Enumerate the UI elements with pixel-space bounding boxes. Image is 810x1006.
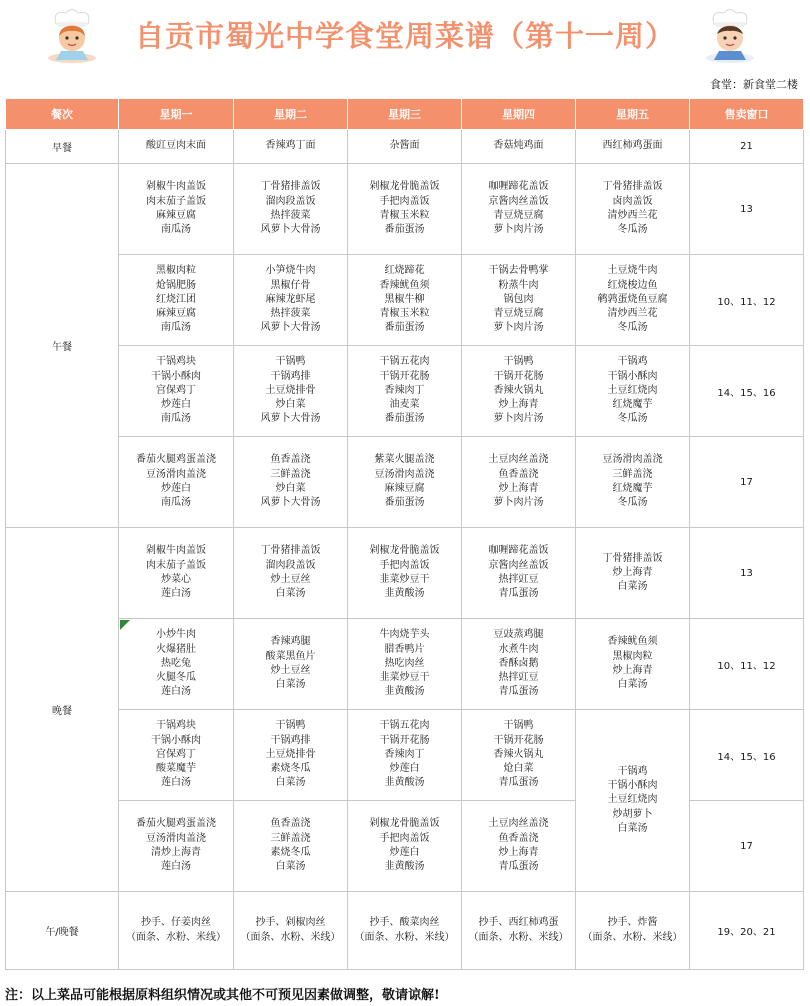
dish-item: 萝卜肉片汤 — [493, 413, 544, 425]
dish-item: 香辣鱿鱼须 — [379, 279, 430, 291]
column-header-window: 售卖窗口 — [690, 99, 804, 130]
menu-row — [6, 619, 804, 710]
dish-item: 韭黄酸汤 — [384, 861, 425, 873]
dish-item: 炒上海青 — [498, 483, 539, 494]
dish-item: 小笋烧牛肉 — [265, 265, 316, 277]
footnote: 注：以上菜品可能根据原料组织情况或其他不可预见因素做调整，敬请谅解! — [5, 988, 440, 1003]
dish-item: 土豆红烧肉 — [607, 384, 658, 396]
dish-item: 素烧冬瓜 — [270, 847, 311, 858]
sales-window: 10、11、12 — [690, 255, 804, 346]
column-header-monday: 星期一 — [119, 99, 234, 130]
sales-window: 13 — [690, 164, 804, 255]
dish-item: 清炒上海青 — [151, 847, 201, 858]
dish-item: 火爆猪肚 — [156, 643, 196, 655]
dish-item: 抄手、仔姜肉丝 — [141, 917, 211, 929]
dish-item: 宫保鸡丁 — [156, 748, 196, 760]
dish-item: 卤肉盖饭 — [612, 195, 653, 207]
dish-item: 白菜汤 — [275, 861, 306, 873]
dish-item: （面条、水粉、米线） — [582, 931, 683, 943]
dish-cell-wednesday — [348, 528, 462, 619]
dish-item: 炒胡萝卜 — [612, 808, 653, 820]
dish-cell-wednesday — [348, 130, 462, 164]
dish-item: 青瓜蛋汤 — [498, 777, 539, 789]
dish-item: 三鲜盖浇 — [270, 832, 311, 844]
dish-cell-tuesday — [234, 619, 348, 710]
dish-item: 干锅小酥肉 — [607, 780, 658, 792]
dish-cell-friday — [576, 892, 690, 970]
dish-cell-friday — [576, 619, 690, 710]
dish-item: 手把肉盖饭 — [379, 832, 430, 844]
dish-cell-monday — [119, 437, 234, 528]
dish-item: 热拌豇豆 — [498, 672, 539, 684]
dish-item: 清炒西兰花 — [607, 210, 658, 221]
dish-item: 热吃肉丝 — [384, 657, 425, 669]
dish-item: 鹌鹑蛋烧鱼豆腐 — [597, 293, 668, 305]
dish-cell-tuesday — [234, 710, 348, 801]
dish-cell-thursday — [462, 437, 576, 528]
dish-item: 黑椒肉粒 — [612, 650, 653, 662]
dish-item: 火腿冬瓜 — [156, 672, 196, 684]
dish-item: 宫保鸡丁 — [156, 384, 196, 396]
dish-item: （面条、水粉、米线） — [468, 931, 569, 943]
dish-cell-tuesday — [234, 164, 348, 255]
sales-window: 17 — [690, 801, 804, 892]
dish-item: 小炒牛肉 — [156, 629, 196, 641]
dish-item: 炒白菜 — [275, 399, 306, 411]
dish-item: 炒上海青 — [612, 566, 653, 578]
dish-item: 炒莲白 — [389, 847, 420, 858]
dish-item: 风萝卜大骨汤 — [260, 224, 321, 236]
dish-item: 冬瓜汤 — [617, 322, 648, 334]
dish-cell-wednesday — [348, 255, 462, 346]
dish-item: 干锅鸡 — [617, 356, 648, 368]
dish-cell-thursday — [462, 710, 576, 801]
menu-body — [6, 130, 804, 970]
dish-cell-tuesday — [234, 892, 348, 970]
menu-row — [6, 437, 804, 528]
dish-item: 西红柿鸡蛋面 — [602, 140, 663, 152]
dish-item: 萝卜肉片汤 — [493, 224, 544, 236]
dish-item: 韭黄酸汤 — [384, 686, 425, 698]
dish-item: 抄手、炸酱 — [607, 917, 658, 929]
dish-item: 土豆烧排骨 — [265, 748, 316, 760]
dish-item: 鱼香盖浇 — [498, 832, 539, 844]
meal-label: 晚餐 — [6, 528, 119, 892]
dish-item: 咖喱蹄花盖饭 — [488, 545, 549, 557]
menu-row — [6, 892, 804, 970]
sales-window: 10、11、12 — [690, 619, 804, 710]
dish-item: 冬瓜汤 — [617, 413, 648, 425]
dish-item: 土豆肉丝盖浇 — [488, 818, 549, 830]
dish-item: 南瓜汤 — [161, 413, 191, 425]
dish-cell-thursday — [462, 130, 576, 164]
dish-item: 剁椒龙骨脆盖饭 — [369, 545, 440, 557]
dish-item: 豆豉蒸鸡腿 — [493, 629, 544, 641]
dish-item: 肉末茄子盖饭 — [146, 195, 206, 207]
dish-item: （面条、水粉、米线） — [240, 931, 341, 943]
dish-item: 萝卜肉片汤 — [493, 497, 544, 509]
dish-cell-monday — [119, 892, 234, 970]
dish-cell-thursday — [462, 801, 576, 892]
dish-item: 土豆肉丝盖浇 — [488, 454, 549, 466]
dish-item: 鱼香盖浇 — [498, 468, 539, 480]
dish-item: 南瓜汤 — [161, 224, 191, 236]
dish-item: 水煮牛肉 — [498, 643, 539, 655]
dish-item: 白菜汤 — [617, 822, 648, 834]
dish-item: 丁骨猪排盖饭 — [260, 181, 321, 193]
column-header-meal: 餐次 — [6, 99, 119, 130]
dish-cell-monday — [119, 710, 234, 801]
dish-item: 溜肉段盖饭 — [265, 559, 316, 571]
sales-window: 14、15、16 — [690, 710, 804, 801]
dish-item: 青椒玉米粒 — [379, 308, 430, 320]
dish-item: 鱼香盖浇 — [270, 454, 311, 466]
dish-cell-monday — [119, 164, 234, 255]
dish-item: 番茄蛋汤 — [384, 322, 425, 334]
dish-item: 冬瓜汤 — [617, 224, 648, 236]
dish-item: 干锅小酥肉 — [607, 370, 658, 382]
dish-item: 丁骨猪排盖饭 — [602, 181, 663, 193]
dish-item: 牛肉烧芋头 — [379, 629, 430, 641]
dish-item: 香辣鱿鱼须 — [607, 636, 658, 648]
dish-cell-wednesday — [348, 892, 462, 970]
dish-item: 油麦菜 — [389, 399, 420, 411]
dish-item: 热拌菠菜 — [270, 210, 311, 221]
dish-item: 白菜汤 — [617, 679, 648, 691]
dish-cell-tuesday — [234, 528, 348, 619]
dish-item: 热吃兔 — [161, 657, 191, 669]
dish-cell-thursday — [462, 892, 576, 970]
dish-item: 剁椒牛肉盖饭 — [146, 181, 206, 193]
dish-item: 番茄火腿鸡蛋盖浇 — [136, 454, 216, 466]
dish-item: 素烧冬瓜 — [270, 763, 311, 775]
dish-item: 鱼香盖浇 — [270, 818, 311, 830]
dish-cell-thursday — [462, 619, 576, 710]
dish-item: 白菜汤 — [275, 588, 306, 600]
dish-cell-monday — [119, 801, 234, 892]
meal-label: 午餐 — [6, 164, 119, 528]
dish-item: 黑椒肉粒 — [156, 265, 196, 277]
dish-item: 炒上海青 — [612, 665, 653, 676]
sales-window: 14、15、16 — [690, 346, 804, 437]
dish-item: 剁椒龙骨脆盖饭 — [369, 818, 440, 830]
dish-cell-wednesday — [348, 437, 462, 528]
dish-item: 风萝卜大骨汤 — [260, 322, 321, 334]
dish-item: 香辣鸡腿 — [270, 636, 311, 648]
dish-item: 风萝卜大骨汤 — [260, 413, 321, 425]
canteen-location: 食堂：新食堂二楼 — [710, 78, 798, 91]
dish-item: 炒土豆丝 — [270, 665, 311, 676]
dish-cell-monday — [119, 619, 234, 710]
dish-item: 豆汤滑肉盖浇 — [602, 454, 663, 466]
dish-item: 炒莲白 — [389, 763, 420, 775]
dish-cell-tuesday — [234, 801, 348, 892]
dish-cell-thursday — [462, 164, 576, 255]
dish-item: （面条、水粉、米线） — [354, 931, 455, 943]
dish-cell-monday — [119, 255, 234, 346]
dish-item: 抄手、剁椒肉丝 — [255, 917, 326, 929]
dish-item: 抄手、酸菜肉丝 — [369, 917, 440, 929]
dish-item: 莲白汤 — [161, 686, 191, 698]
dish-item: 杂酱面 — [389, 140, 420, 152]
dish-item: 炒莲白 — [161, 399, 191, 411]
dish-item: 干锅五花肉 — [379, 720, 430, 732]
dish-item: 热拌豇豆 — [498, 574, 539, 585]
dish-item: 冬瓜汤 — [617, 497, 648, 509]
column-header-tuesday: 星期二 — [234, 99, 348, 130]
dish-item: 香辣肉丁 — [384, 384, 425, 396]
dish-item: 香菇炖鸡面 — [493, 140, 544, 152]
cell-marker-icon — [120, 620, 130, 630]
dish-item: 干锅五花肉 — [379, 356, 430, 368]
dish-item: 京酱肉丝盖饭 — [488, 559, 549, 571]
dish-item: 麻辣豆腐 — [156, 210, 196, 221]
sales-window: 21 — [690, 130, 804, 164]
sales-window: 19、20、21 — [690, 892, 804, 970]
dish-item: 青豆烧豆腐 — [493, 308, 544, 320]
dish-item: 干锅鸭 — [503, 356, 534, 368]
dish-item: 土豆烧牛肉 — [607, 265, 658, 277]
dish-item: 炝白菜 — [503, 763, 534, 775]
dish-item: 青瓜蛋汤 — [498, 861, 539, 873]
meal-label: 午/晚餐 — [6, 892, 119, 970]
dish-item: 番茄蛋汤 — [384, 413, 425, 425]
dish-cell-monday — [119, 130, 234, 164]
column-header-friday: 星期五 — [576, 99, 690, 130]
dish-item: 抄手、西红柿鸡蛋 — [478, 917, 559, 929]
dish-item: 丁骨猪排盖饭 — [260, 545, 321, 557]
dish-item: 干锅小酥肉 — [151, 734, 201, 746]
dish-item: 香辣火锅丸 — [493, 748, 544, 760]
dish-item: 红烧蹄花 — [384, 265, 425, 277]
dish-cell-friday — [576, 346, 690, 437]
dish-item: 韭菜炒豆干 — [379, 672, 430, 684]
dish-item: 红烧魔芋 — [612, 483, 653, 494]
dish-item: 炒莲白 — [161, 483, 191, 494]
dish-item: 干锅开花肠 — [493, 734, 544, 746]
menu-row — [6, 710, 804, 801]
dish-cell-tuesday — [234, 437, 348, 528]
dish-item: 腊香鸭片 — [384, 643, 425, 655]
dish-item: 红烧魔芋 — [612, 399, 653, 411]
dish-item: 酸菜魔芋 — [156, 763, 196, 775]
sales-window: 17 — [690, 437, 804, 528]
dish-item: 干锅鸡块 — [156, 720, 196, 732]
dish-item: 干锅小酥肉 — [151, 370, 201, 382]
dish-cell-wednesday — [348, 710, 462, 801]
dish-item: 豆汤滑肉盖浇 — [374, 468, 435, 480]
dish-item: 风萝卜大骨汤 — [260, 497, 321, 509]
dish-item: 干锅去骨鸭掌 — [488, 265, 549, 277]
dish-item: 丁骨猪排盖饭 — [602, 552, 663, 564]
dish-item: 京酱肉丝盖饭 — [488, 195, 549, 207]
dish-item: 溜肉段盖饭 — [265, 195, 316, 207]
dish-item: 清炒西兰花 — [607, 308, 658, 320]
dish-item: 酸豇豆肉末面 — [146, 140, 206, 152]
table-header-row — [6, 99, 804, 130]
dish-cell-wednesday — [348, 801, 462, 892]
page-title: 自贡市蜀光中学食堂周菜谱（第十一周） — [134, 19, 675, 53]
dish-item: 韭菜炒豆干 — [379, 574, 430, 585]
dish-item: 炒菜心 — [161, 574, 191, 585]
dish-item: 香辣鸡丁面 — [265, 140, 316, 152]
dish-cell-friday — [576, 255, 690, 346]
dish-item: 热拌菠菜 — [270, 308, 311, 320]
dish-item: 黑椒仔骨 — [270, 279, 311, 291]
dish-item: 莲白汤 — [161, 588, 191, 600]
dish-cell-thursday — [462, 255, 576, 346]
dish-item: 白菜汤 — [275, 679, 306, 691]
dish-item: 粉蒸牛肉 — [498, 279, 539, 291]
column-header-thursday: 星期四 — [462, 99, 576, 130]
dish-item: 黑椒牛柳 — [384, 293, 425, 305]
dish-item: 干锅鸭 — [275, 720, 306, 732]
dish-item: 香辣肉丁 — [384, 748, 425, 760]
dish-cell-thursday — [462, 528, 576, 619]
dish-item: 干锅开花肠 — [493, 370, 544, 382]
dish-item: 红烧梭边鱼 — [607, 279, 658, 291]
dish-item: 紫菜火腿盖浇 — [374, 454, 435, 466]
dish-item: 白菜汤 — [617, 581, 648, 593]
dish-cell-wednesday — [348, 619, 462, 710]
dish-cell-wednesday — [348, 164, 462, 255]
dish-cell-thursday — [462, 346, 576, 437]
dish-item: 麻辣龙虾尾 — [265, 293, 316, 305]
dish-cell-friday — [576, 528, 690, 619]
dish-item: 炒上海青 — [498, 847, 539, 858]
dish-item: 麻辣豆腐 — [384, 483, 425, 494]
dish-item: 干锅开花肠 — [379, 734, 430, 746]
dish-item: 炒白菜 — [275, 483, 306, 494]
menu-row — [6, 164, 804, 255]
dish-cell-friday — [576, 437, 690, 528]
menu-row — [6, 528, 804, 619]
dish-item: 香酥卤鹅 — [498, 657, 539, 669]
chef-mascot-left-icon — [44, 6, 100, 64]
dish-item: 香辣火锅丸 — [493, 384, 544, 396]
dish-item: 手把肉盖饭 — [379, 195, 430, 207]
menu-row — [6, 255, 804, 346]
dish-item: 三鲜盖浇 — [612, 468, 653, 480]
dish-cell-friday — [576, 710, 690, 892]
dish-item: 萝卜肉片汤 — [493, 322, 544, 334]
dish-item: 红烧江团 — [156, 293, 196, 305]
dish-item: 莲白汤 — [161, 861, 191, 873]
dish-item: 炒土豆丝 — [270, 574, 311, 585]
dish-item: 韭黄酸汤 — [384, 588, 425, 600]
menu-row — [6, 130, 804, 164]
page-header — [0, 0, 810, 72]
dish-cell-monday — [119, 346, 234, 437]
chef-mascot-right-icon — [702, 6, 758, 64]
dish-cell-tuesday — [234, 346, 348, 437]
dish-item: 干锅鸡排 — [270, 370, 311, 382]
dish-item: （面条、水粉、米线） — [126, 931, 226, 943]
dish-item: 咖喱蹄花盖饭 — [488, 181, 549, 193]
dish-item: 干锅鸡 — [617, 765, 648, 777]
dish-item: 锅包肉 — [503, 293, 534, 305]
dish-item: 手把肉盖饭 — [379, 559, 430, 571]
dish-item: 青瓜蛋汤 — [498, 686, 539, 698]
dish-item: 南瓜汤 — [161, 497, 191, 509]
dish-item: 南瓜汤 — [161, 322, 191, 334]
dish-item: 干锅鸡块 — [156, 356, 196, 368]
weekly-menu-table — [5, 98, 804, 970]
dish-item: 土豆红烧肉 — [607, 794, 658, 806]
dish-item: 酸菜黑鱼片 — [265, 650, 316, 662]
dish-item: 青豆烧豆腐 — [493, 210, 544, 221]
dish-item: 青椒玉米粒 — [379, 210, 430, 221]
dish-item: 番茄蛋汤 — [384, 497, 425, 509]
meal-label: 早餐 — [6, 130, 119, 164]
dish-item: 青瓜蛋汤 — [498, 588, 539, 600]
dish-item: 三鲜盖浇 — [270, 468, 311, 480]
dish-cell-friday — [576, 164, 690, 255]
dish-item: 番茄火腿鸡蛋盖浇 — [136, 818, 216, 830]
dish-cell-wednesday — [348, 346, 462, 437]
dish-item: 剁椒牛肉盖饭 — [146, 545, 206, 557]
dish-item: 豆汤滑肉盖浇 — [146, 468, 206, 480]
column-header-wednesday: 星期三 — [348, 99, 462, 130]
dish-item: 莲白汤 — [161, 777, 191, 789]
dish-item: 炝锅肥肠 — [156, 279, 196, 291]
dish-cell-tuesday — [234, 255, 348, 346]
menu-row — [6, 346, 804, 437]
dish-cell-friday — [576, 130, 690, 164]
dish-item: 番茄蛋汤 — [384, 224, 425, 236]
dish-item: 麻辣豆腐 — [156, 308, 196, 320]
dish-item: 剁椒龙骨脆盖饭 — [369, 181, 440, 193]
dish-item: 白菜汤 — [275, 777, 306, 789]
dish-item: 土豆烧排骨 — [265, 384, 316, 396]
dish-item: 豆汤滑肉盖浇 — [146, 832, 206, 844]
dish-item: 干锅鸭 — [275, 356, 306, 368]
dish-item: 干锅鸡排 — [270, 734, 311, 746]
dish-item: 韭黄酸汤 — [384, 777, 425, 789]
dish-item: 干锅开花肠 — [379, 370, 430, 382]
dish-item: 肉末茄子盖饭 — [146, 559, 206, 571]
sales-window: 13 — [690, 528, 804, 619]
dish-item: 炒上海青 — [498, 399, 539, 411]
dish-cell-monday — [119, 528, 234, 619]
dish-item: 干锅鸭 — [503, 720, 534, 732]
dish-cell-tuesday — [234, 130, 348, 164]
